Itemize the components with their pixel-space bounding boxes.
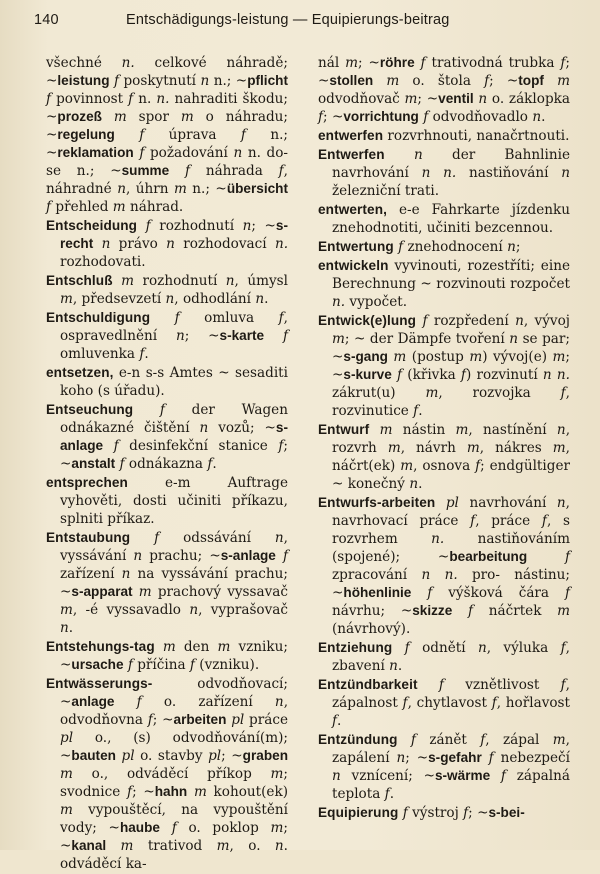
dictionary-entry: nál m; ~röhre f trativodná trubka f; ~stollen m o. štola f; ~topf m odvodňovač m; ~ventil n o. záklopka f; ~vorrichtung f odvodňovadlo n. <box>318 55 571 125</box>
dictionary-entry: všechné n. celkové náhradě; ~leistung f poskytnutí n n.; ~pflicht f povinnost f n. n. nahraditi škodu; ~prozeß m spor m o náhradu; ~regelung f úprava f n.; ~reklamation f požadování n n. do- se n.; ~summe f náhrada f, náhradné n, úhrn m n.; ~übersicht f přehled m náhrad. <box>46 55 288 215</box>
dictionary-entry: Entschuldigung f omluva f, ospravedlnění n; ~s-karte f omluvenka f. <box>46 310 288 362</box>
running-title: Entschädigungs-leistung — Equipierungs-beitrag <box>126 12 450 28</box>
dictionary-entry: Entwurf m nástin m, nastínění n, rozvrh m, návrh m, nákres m, náčrt(ek) m, osnova f; endgültiger ~ konečný n. <box>318 422 571 492</box>
dictionary-entry: Entwerfen n der Bahnlinie navrhování n n. nastiňování n železniční trati. <box>318 147 570 199</box>
dictionary-entry: entsetzen, e-n s-s Amtes ~ sesaditi koho (s úřadu). <box>46 365 288 399</box>
dictionary-entry: Entwurfs-arbeiten pl navrhování n, navrhovací práce f, práce f, s rozvrhem n. nastiňováním (spojené); ~bearbeitung f zpracování n n. pro- nástinu; ~höhenlinie f výšková čára f návrhu; ~skizze f náčrtek m (návrhový). <box>318 495 571 637</box>
dictionary-entry: Entschluß m rozhodnutí n, úmysl m, předsevzetí n, odhodlání n. <box>46 273 289 307</box>
dictionary-entry: Entstehungs-tag m den m vzniku; ~ursache f příčina f (vzniku). <box>46 639 288 673</box>
page-number: 140 <box>34 12 59 28</box>
dictionary-entry: entsprechen e-m Auftrage vyhověti, dosti učiniti příkazu, splniti příkaz. <box>46 475 288 527</box>
dictionary-entry: Entseuchung f der Wagen odnákazné čištění n vozů; ~s-anlage f desinfekční stanice f; ~anstalt f odnákazna f. <box>46 402 289 472</box>
dictionary-entry: Entzündung f zánět f, zápal m, zapálení n; ~s-gefahr f nebezpečí n vznícení; ~s-wärme f zápalná teplota f. <box>318 732 571 802</box>
dictionary-entry: entwickeln vyvinouti, rozestříti; eine Berechnung ~ rozvinouti rozpočet n. vypočet. <box>318 258 570 310</box>
page-header <box>34 8 586 32</box>
dictionary-entry: Entwick(e)lung f rozpředení n, vývoj m; ~ der Dämpfe tvoření n se par; ~s-gang m (postup m) vývoj(e) m; ~s-kurve f (křivka f) rozvinutí n n. zákrut(u) m, rozvojka f, rozvinutice f. <box>318 313 570 419</box>
right-column <box>318 54 570 823</box>
dictionary-entry: Entscheidung f rozhodnutí n; ~s-recht n právo n rozhodovací n. rozhodovati. <box>46 218 289 270</box>
dictionary-entry: Entwertung f znehodnocení n; <box>318 239 521 255</box>
dictionary-entry: entwerten, e-e Fahrkarte jízdenku znehodnotiti, učiniti bezcennou. <box>318 202 570 236</box>
left-column <box>46 54 288 874</box>
dictionary-entry: Entstaubung f odssávání n, vyssávání n prachu; ~s-anlage f zařízení n na vyssávání prachu; ~s-apparat m prachový vyssavač m, -é vyssavadlo n, vyprašovač n. <box>46 530 289 636</box>
dictionary-entry: Entziehung f odnětí n, výluka f, zbavení n. <box>318 640 570 674</box>
dictionary-entry: Equipierung f výstroj f; ~s-bei- <box>318 805 525 821</box>
dictionary-entry: entwerfen rozvrhnouti, nanačrtnouti. <box>318 128 570 144</box>
dictionary-entry: Entwässerungs- odvodňovací; ~anlage f o. zařízení n, odvodňovna f; ~arbeiten pl práce pl o., (s) odvodňování(m); ~bauten pl o. stavby pl; ~graben m o., odváděcí příkop m; svodnice f; ~hahn m kohout(ek) m vypouštěcí, na vypouštění vody; ~haube f o. poklop m; ~kanal m trativod m, o. n. odváděcí ka- <box>46 676 289 872</box>
dictionary-entry: Entzündbarkeit f vznětlivost f, zápalnost f, chytlavost f, hořlavost f. <box>318 677 570 729</box>
